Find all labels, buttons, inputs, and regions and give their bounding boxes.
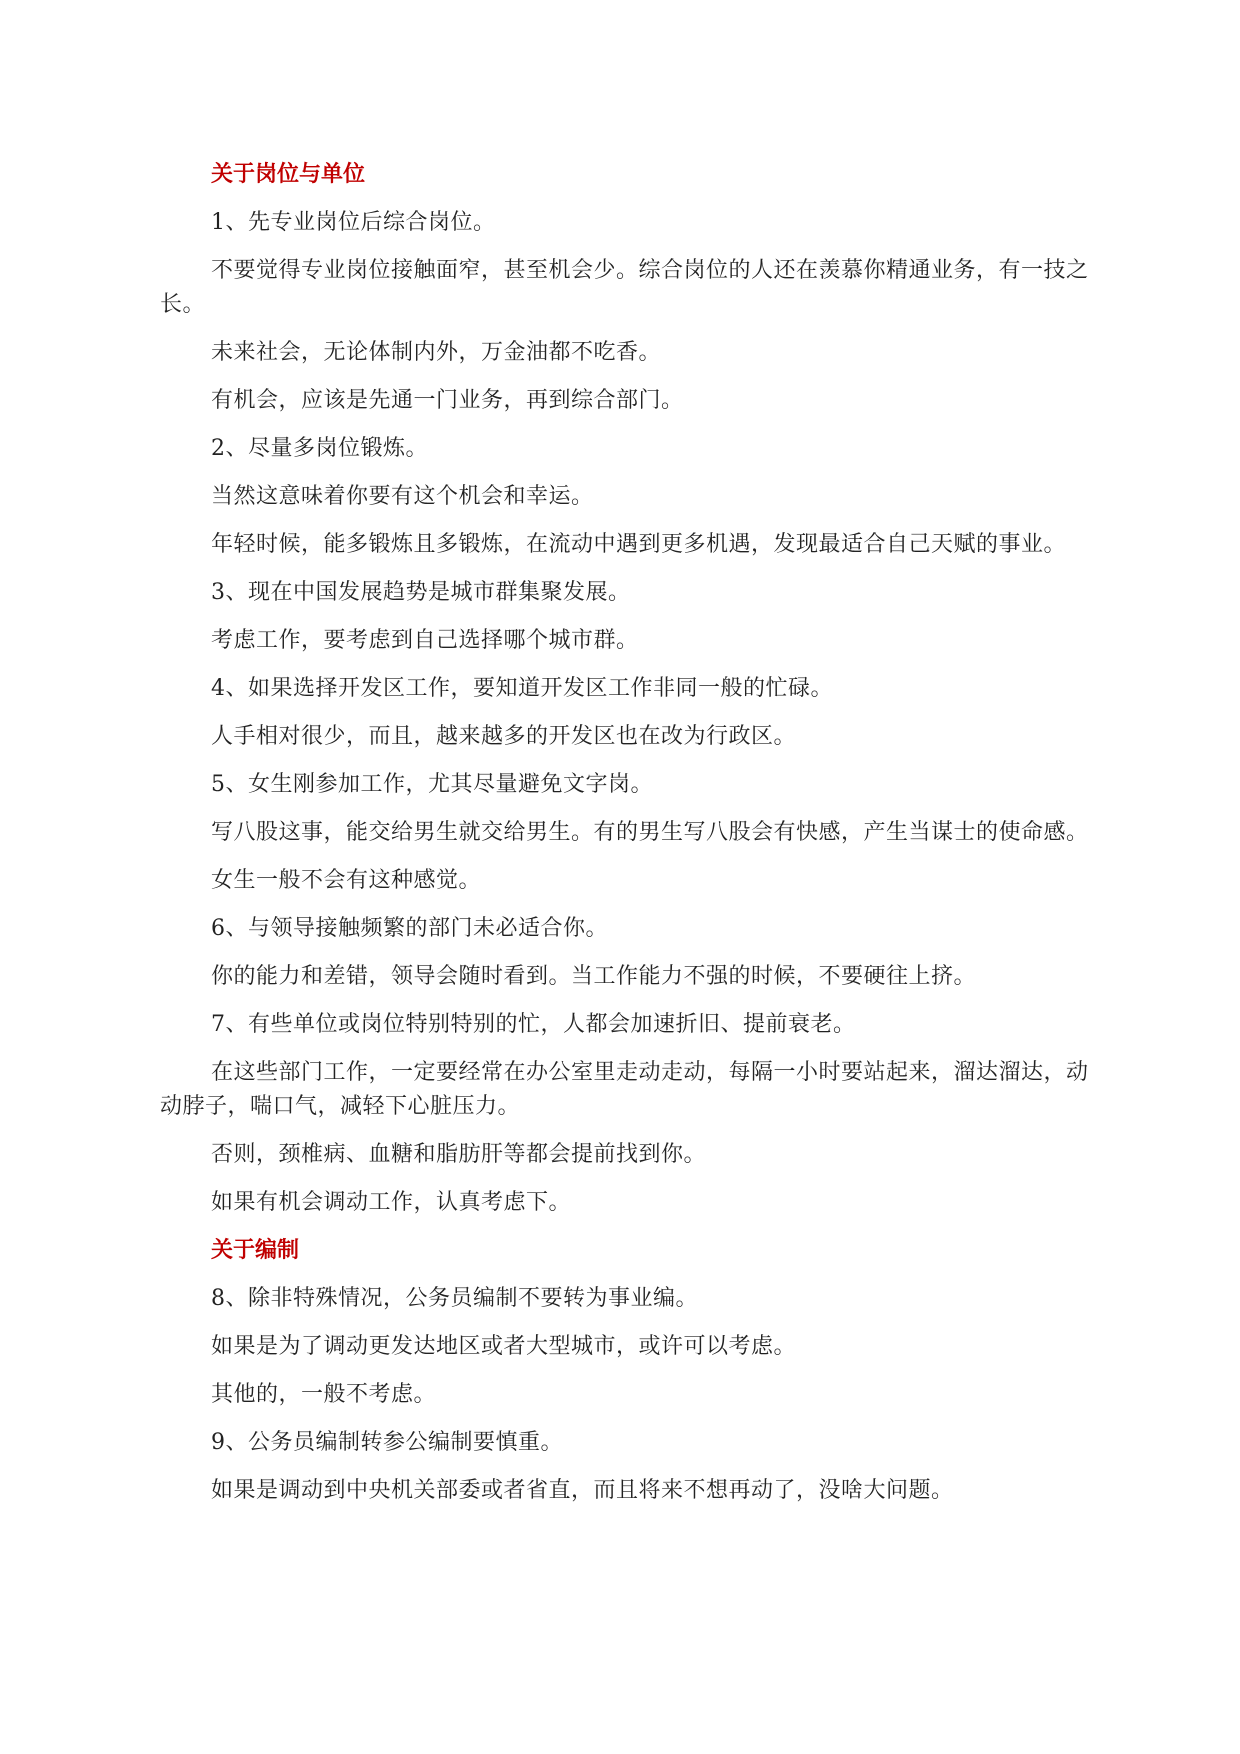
paragraph: 写八股这事，能交给男生就交给男生。有的男生写八股会有快感，产生当谋士的使命感。	[211, 820, 1089, 845]
paragraph: 在这些部门工作，一定要经常在办公室里走动走动，每隔一小时要站起来，溜达溜达，动动脖子，喘口气，减轻下心脏压力。	[160, 1060, 1089, 1119]
paragraph: 6、与领导接触频繁的部门未必适合你。	[211, 916, 608, 941]
section-heading-staffing: 关于编制	[211, 1238, 300, 1263]
paragraph: 如果是为了调动更发达地区或者大型城市，或许可以考虑。	[211, 1334, 797, 1359]
paragraph: 5、女生刚参加工作，尤其尽量避免文字岗。	[211, 772, 653, 797]
paragraph: 女生一般不会有这种感觉。	[211, 868, 482, 893]
paragraph: 年轻时候，能多锻炼且多锻炼，在流动中遇到更多机遇，发现最适合自己天赋的事业。	[211, 532, 1067, 557]
paragraph: 如果有机会调动工作，认真考虑下。	[211, 1190, 572, 1215]
paragraph: 有机会，应该是先通一门业务，再到综合部门。	[211, 388, 684, 413]
paragraph: 人手相对很少，而且，越来越多的开发区也在改为行政区。	[211, 724, 797, 749]
paragraph: 2、尽量多岗位锻炼。	[211, 436, 428, 461]
paragraph: 你的能力和差错，领导会随时看到。当工作能力不强的时候，不要硬往上挤。	[211, 964, 977, 989]
paragraph: 1、先专业岗位后综合岗位。	[211, 210, 496, 235]
section-heading-positions: 关于岗位与单位	[211, 162, 366, 187]
paragraph: 其他的，一般不考虑。	[211, 1382, 437, 1407]
paragraph: 不要觉得专业岗位接触面窄，甚至机会少。综合岗位的人还在羡慕你精通业务，有一技之长。	[160, 258, 1089, 317]
paragraph: 否则，颈椎病、血糖和脂肪肝等都会提前找到你。	[211, 1142, 707, 1167]
paragraph: 4、如果选择开发区工作，要知道开发区工作非同一般的忙碌。	[211, 676, 833, 701]
paragraph: 如果是调动到中央机关部委或者省直，而且将来不想再动了，没啥大问题。	[211, 1478, 954, 1503]
paragraph: 8、除非特殊情况，公务员编制不要转为事业编。	[211, 1286, 698, 1311]
paragraph: 当然这意味着你要有这个机会和幸运。	[211, 484, 594, 509]
paragraph: 7、有些单位或岗位特别特别的忙，人都会加速折旧、提前衰老。	[211, 1012, 856, 1037]
paragraph: 9、公务员编制转参公编制要慎重。	[211, 1430, 563, 1455]
document-page	[160, 158, 1095, 1522]
paragraph: 考虑工作，要考虑到自己选择哪个城市群。	[211, 628, 639, 653]
paragraph: 未来社会，无论体制内外，万金油都不吃香。	[211, 340, 662, 365]
paragraph: 3、现在中国发展趋势是城市群集聚发展。	[211, 580, 631, 605]
